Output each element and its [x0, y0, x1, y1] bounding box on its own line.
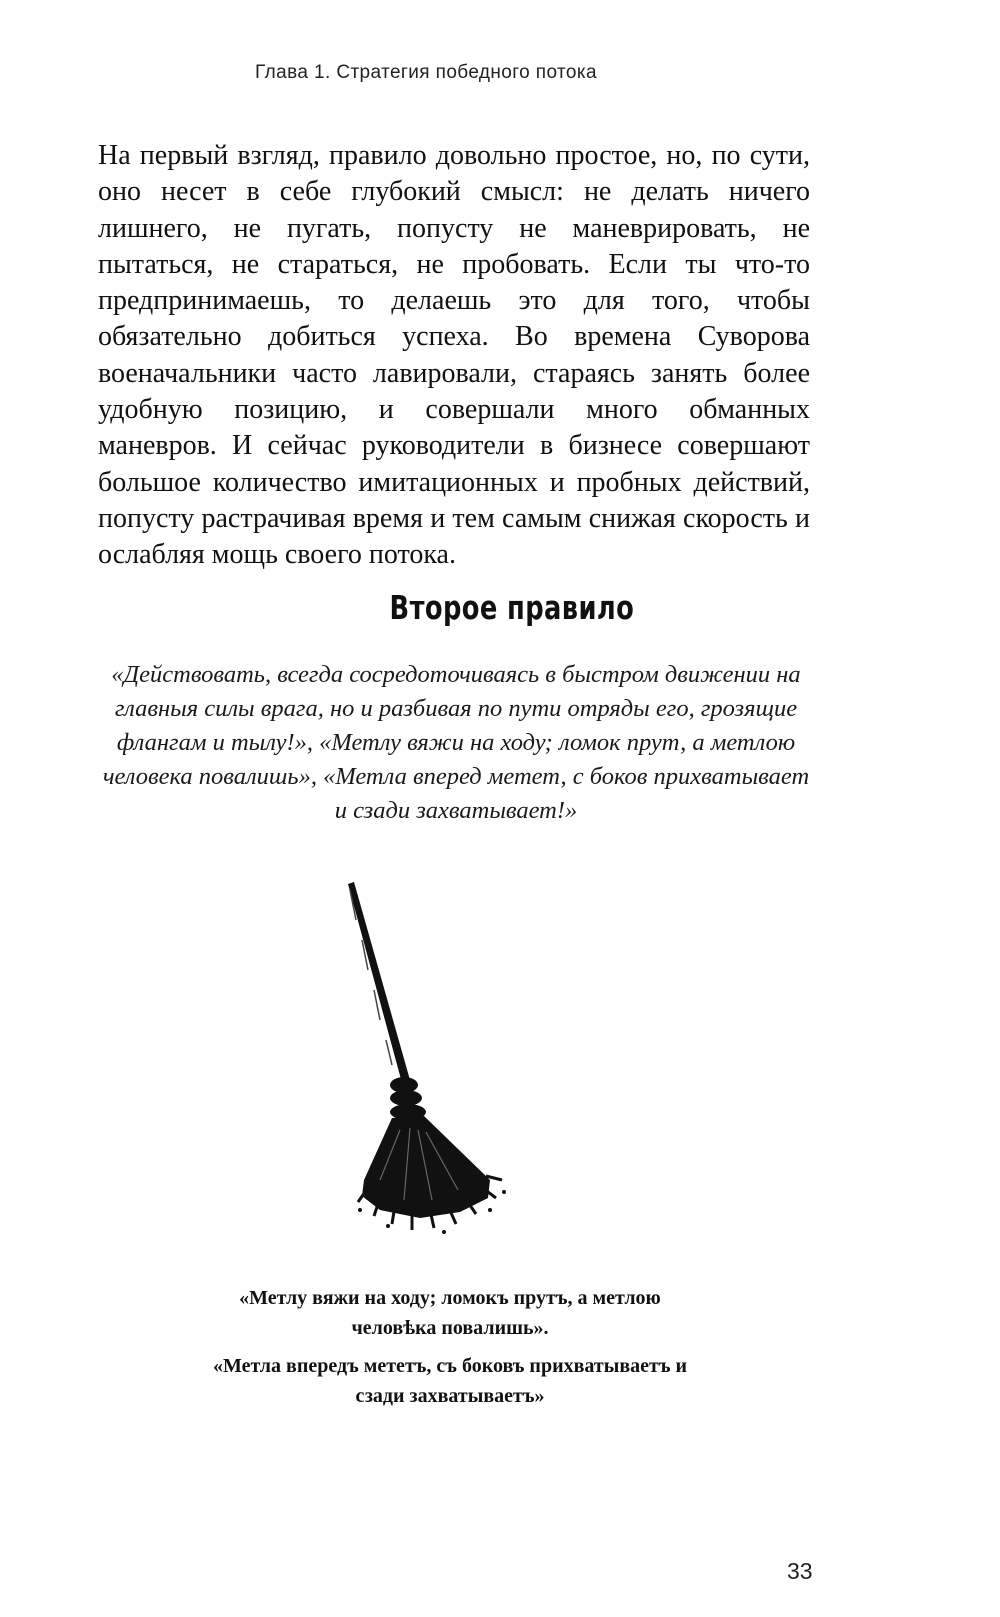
body-paragraph: [98, 138, 810, 574]
epigraph: [100, 658, 812, 828]
section-heading: Второе правило: [389, 588, 635, 627]
illustration-caption: [200, 1283, 700, 1419]
caption-line-1: «Метлу вяжи на ходу; ломокъ прутъ, а метлою человѣка повалишь».: [239, 1287, 661, 1339]
broom-icon: [340, 880, 540, 1240]
page-number: 33: [787, 1558, 813, 1584]
paragraph-text: На первый взгляд, правило довольно простое, но, по сути, оно несет в себе глубокий смысл: не делать ничего лишнего, не пугать, попусту не маневрировать, не пытаться, не стараться, не пробовать. Если ты что-то предпринимаешь, то делаешь это для того, чтобы обязательно добиться успеха. Во времена Суворова военачальники часто лавировали, стараясь занять более удобную позицию, и совершали много обманных маневров. И сейчас руководители в бизнесе совершают большое количество имитационных и пробных действий, попусту растрачивая время и тем самым снижая скорость и ослабляя мощь своего потока.: [98, 140, 810, 571]
running-header: Глава 1. Стратегия победного потока: [255, 62, 598, 83]
epigraph-text: «Действовать, всегда сосредоточиваясь в быстром движении на главныя силы врага, но и разбивая по пути отряды его, грозящие флангам и тылу!», «Метлу вяжи на ходу; ломок прут, а метлою человека повалишь», «Метла вперед метет, с боков прихватывает и сзади захватывает!»: [102, 661, 810, 824]
caption-line-2: «Метла впередъ мететъ, съ боковъ прихватываетъ и сзади захватываетъ»: [212, 1355, 687, 1407]
